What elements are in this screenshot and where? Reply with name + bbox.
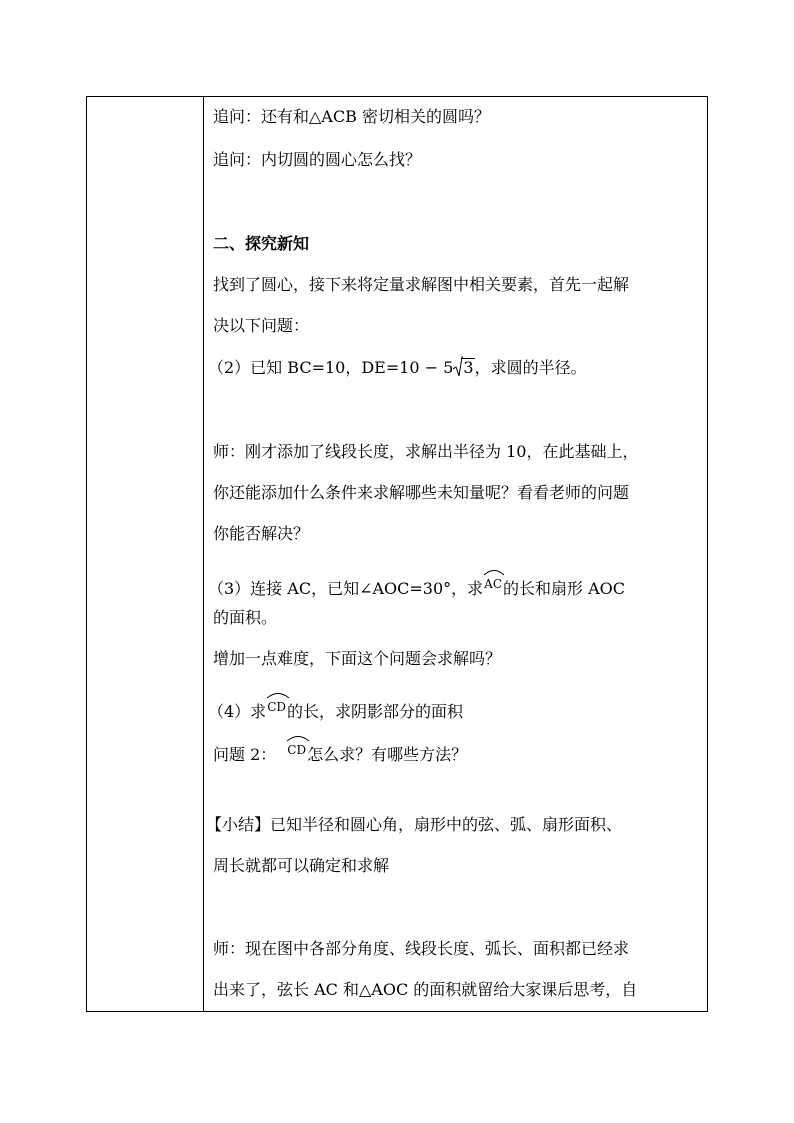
- arc-cd: [266, 697, 287, 717]
- arc-ac: [483, 574, 503, 594]
- sqrt-symbol: [453, 358, 474, 378]
- transition-question: 增加一点难度，下面这个问题会求解吗？: [213, 649, 502, 668]
- problem-2-text-start: （2）已知 BC=10，DE=: [208, 358, 400, 377]
- problem-3: [208, 574, 625, 599]
- problem-4-text-start: （4）求: [208, 702, 267, 721]
- teacher-line-1: 师：刚才添加了线段长度，求解出半径为 10，在此基础上，: [213, 442, 639, 461]
- teacher-line-2: 你还能添加什么条件来求解哪些未知量呢？看看老师的问题: [213, 483, 630, 502]
- lesson-table: [86, 96, 708, 1012]
- arc-cd-2-label: CD: [287, 743, 307, 757]
- question-2: [213, 740, 467, 765]
- problem-4: [208, 697, 463, 722]
- summary-line-1: 【小结】已知半径和圆心角，扇形中的弦、弧、扇形面积、: [206, 815, 623, 834]
- question-2-text-start: 问题 2：: [213, 745, 277, 764]
- problem-3-text-start: （3）连接 AC，已知∠AOC=30°，求: [208, 579, 484, 598]
- follow-up-question-1: 追问：还有和△ACB 密切相关的圆吗？: [213, 107, 490, 126]
- teacher-line-3: 你能否解决？: [213, 524, 310, 543]
- arc-ac-label: AC: [484, 577, 503, 591]
- summary-line-2: 周长就都可以确定和求解: [213, 856, 390, 875]
- follow-up-question-2: 追问：内切圆的圆心怎么找？: [213, 150, 422, 169]
- paragraph-intro-line-1: 找到了圆心，接下来将定量求解图中相关要素，首先一起解: [213, 275, 630, 294]
- table-right-cell: [204, 97, 707, 1011]
- problem-3-continued: 的面积。: [213, 608, 278, 627]
- problem-4-text-end: 的长，求阴影部分的面积: [287, 702, 464, 721]
- problem-3-text-end: 的长和扇形 AOC: [503, 579, 626, 598]
- problem-2: [208, 358, 587, 378]
- problem-2-text-end: ，求圆的半径。: [474, 358, 587, 377]
- sqrt-radicand: 3: [463, 358, 474, 377]
- paragraph-intro-line-2: 决以下问题：: [213, 316, 310, 335]
- section-heading: 二、探究新知: [213, 234, 310, 253]
- teacher-conclusion-line-1: 师：现在图中各部分角度、线段长度、弧长、面积都已经求: [213, 939, 630, 958]
- teacher-conclusion-line-2: 出来了，弦长 AC 和△AOC 的面积就留给大家课后思考，自: [213, 980, 638, 999]
- arc-cd-2: [286, 740, 307, 760]
- question-2-text-end: 怎么求？有哪些方法？: [307, 745, 468, 764]
- problem-2-expression: 10 − 5: [399, 358, 454, 377]
- arc-cd-label: CD: [267, 700, 286, 714]
- table-left-cell: [87, 97, 204, 1011]
